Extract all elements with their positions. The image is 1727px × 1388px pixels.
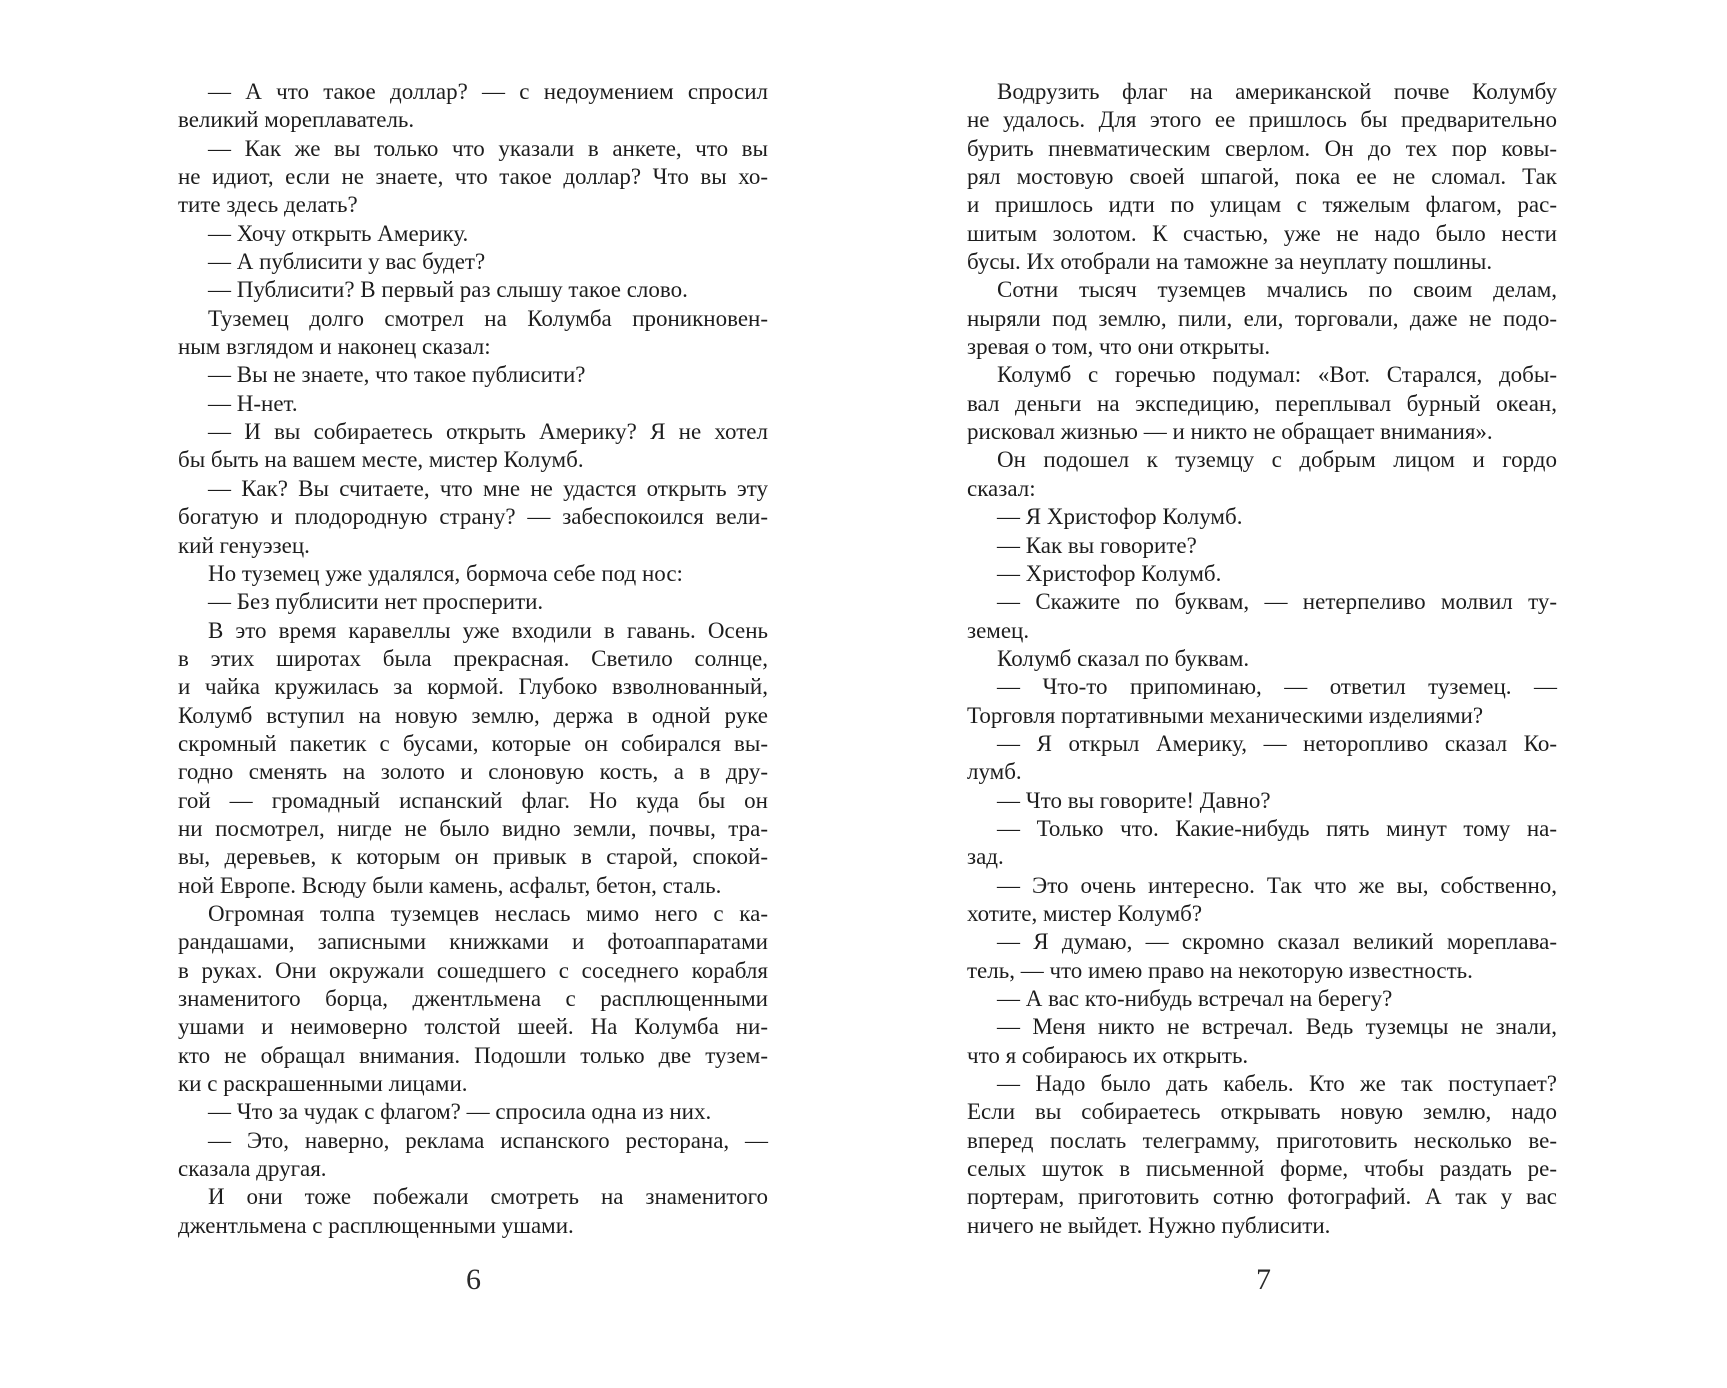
text-line: ушами и неимоверно толстой шеей. На Колумба ни-: [178, 1014, 768, 1040]
text-line: бусы. Их отобрали на таможне за неуплату пошлины.: [967, 249, 1493, 275]
text-line: Он подошел к туземцу с добрым лицом и гордо: [997, 447, 1557, 473]
text-line: — Я думаю, — скромно сказал великий мореплава-: [997, 929, 1557, 955]
text-line: сказала другая.: [178, 1156, 327, 1182]
text-line: зад.: [967, 844, 1004, 870]
text-line: тель, — что имею право на некоторую известность.: [967, 957, 1473, 983]
text-line: не идиот, если не знаете, что такое доллар? Что вы хо-: [178, 164, 768, 190]
text-line: И они тоже побежали смотреть на знаменитого: [208, 1184, 768, 1210]
text-line: ным взглядом и наконец сказал:: [178, 334, 491, 360]
text-line: ной Европе. Всюду были камень, асфальт, бетон, сталь.: [178, 872, 722, 898]
text-line: портерам, приготовить сотню фотографий. А так у вас: [967, 1184, 1557, 1210]
text-line: — Я Христофор Колумб.: [997, 504, 1243, 530]
text-line: — Вы не знаете, что такое публисити?: [208, 362, 586, 388]
text-line: — Публисити? В первый раз слышу такое слово.: [208, 277, 688, 303]
text-line: бы быть на вашем месте, мистер Колумб.: [178, 447, 584, 473]
text-line: — Меня никто не встречал. Ведь туземцы не знали,: [997, 1014, 1557, 1040]
text-line: ки с раскрашенными лицами.: [178, 1071, 468, 1097]
text-line: гой — громадный испанский флаг. Но куда бы он: [178, 787, 768, 813]
text-line: шитым золотом. К счастью, уже не надо было нести: [967, 220, 1557, 246]
text-line: ни посмотрел, нигде не было видно земли, почвы, тра-: [178, 815, 768, 841]
text-line: — А что такое доллар? — с недоумением спросил: [208, 79, 768, 104]
text-line: — Н-нет.: [208, 390, 298, 416]
text-line: — Как? Вы считаете, что мне не удастся открыть эту: [208, 475, 768, 501]
text-line: в руках. Они окружали сошедшего с соседнего корабля: [178, 957, 768, 983]
text-line: годно сменять на золото и слоновую кость, а в дру-: [178, 759, 768, 785]
text-line: скромный пакетик с бусами, которые он собирался вы-: [178, 730, 768, 756]
text-line: Торговля портативными механическими изделиями?: [967, 702, 1484, 728]
text-line: Колумб вступил на новую землю, держа в одной руке: [178, 702, 768, 728]
text-line: ныряли под землю, пили, ели, торговали, даже не подо-: [967, 305, 1557, 331]
text-line: В это время каравеллы уже входили в гавань. Осень: [208, 617, 768, 643]
text-line: зревая о том, что они открыты.: [967, 334, 1271, 360]
text-line: Туземец долго смотрел на Колумба проникновен-: [208, 305, 768, 331]
text-line: — Что вы говорите! Давно?: [997, 787, 1271, 813]
text-line: — Это, наверно, реклама испанского ресторана, —: [208, 1127, 768, 1153]
text-line: и чайка кружилась за кормой. Глубоко взволнованный,: [178, 674, 768, 700]
text-line: селых шуток в письменной форме, чтобы раздать ре-: [967, 1156, 1557, 1182]
text-line: Но туземец уже удалялся, бормоча себе под нос:: [208, 560, 683, 586]
text-line: — Что-то припоминаю, — ответил туземец. —: [997, 674, 1557, 700]
text-line: джентльмена с расплющенными ушами.: [178, 1212, 574, 1238]
text-line: — А публисити у вас будет?: [208, 249, 486, 275]
text-line: — Как же вы только что указали в анкете, что вы: [208, 135, 768, 161]
text-line: земец.: [967, 617, 1030, 643]
text-line: — Что за чудак с флагом? — спросила одна из них.: [208, 1099, 712, 1125]
text-line: Сотни тысяч туземцев мчались по своим делам,: [997, 277, 1557, 303]
text-line: — Как вы говорите?: [997, 532, 1197, 558]
left-page-text: [178, 78, 768, 1240]
text-line: — И вы собираетесь открыть Америку? Я не хотел: [208, 419, 768, 445]
text-line: Огромная толпа туземцев неслась мимо него с ка-: [208, 900, 768, 926]
text-line: Если вы собираетесь открывать новую землю, надо: [967, 1099, 1557, 1125]
text-line: кто не обращал внимания. Подошли только две тузем-: [178, 1042, 768, 1068]
text-line: вы, деревьев, к которым он привык в старой, спокой-: [178, 844, 768, 870]
text-line: вперед послать телеграмму, приготовить несколько ве-: [967, 1127, 1557, 1153]
text-line: вал деньги на экспедицию, переплывал бурный океан,: [967, 390, 1557, 416]
text-line: рял мостовую своей шпагой, пока ее не сломал. Так: [967, 164, 1557, 190]
text-line: — Скажите по буквам, — нетерпеливо молвил ту-: [997, 589, 1557, 615]
text-line: лумб.: [967, 759, 1022, 785]
text-line: в этих широтах была прекрасная. Светило солнце,: [178, 645, 768, 671]
text-line: рисковал жизнью — и никто не обращает внимания».: [967, 419, 1493, 445]
text-line: хотите, мистер Колумб?: [967, 900, 1203, 926]
right-page-number: 7: [1256, 1263, 1271, 1296]
text-line: великий мореплаватель.: [178, 107, 415, 133]
text-line: — Без публисити нет просперити.: [208, 589, 544, 615]
text-line: Колумб с горечью подумал: «Вот. Старался, добы-: [997, 362, 1557, 388]
text-line: сказал:: [967, 475, 1036, 501]
text-line: — А вас кто-нибудь встречал на берегу?: [997, 986, 1393, 1011]
left-page-number: 6: [466, 1263, 481, 1296]
text-line: — Я открыл Америку, — неторопливо сказал Ко-: [997, 730, 1557, 756]
text-line: рандашами, записными книжками и фотоаппаратами: [178, 929, 768, 955]
text-line: кий генуэзец.: [178, 532, 310, 558]
text-line: богатую и плодородную страну? — забеспокоился вели-: [178, 504, 768, 530]
text-line: Водрузить флаг на американской почве Колумбу: [997, 79, 1557, 104]
text-line: — Хочу открыть Америку.: [208, 220, 469, 246]
text-line: Колумб сказал по буквам.: [997, 645, 1250, 671]
text-line: — Только что. Какие-нибудь пять минут тому на-: [997, 815, 1557, 841]
text-line: и пришлось идти по улицам с тяжелым флагом, рас-: [967, 192, 1557, 218]
text-line: не удалось. Для этого ее пришлось бы предварительно: [967, 107, 1557, 133]
text-line: бурить пневматическим сверлом. Он до тех пор ковы-: [967, 135, 1557, 161]
text-line: — Христофор Колумб.: [997, 560, 1222, 586]
text-line: — Это очень интересно. Так что же вы, собственно,: [997, 872, 1557, 898]
text-line: ничего не выйдет. Нужно публисити.: [967, 1212, 1331, 1238]
text-line: — Надо было дать кабель. Кто же так поступает?: [997, 1071, 1557, 1097]
text-line: знаменитого борца, джентльмена с расплющенными: [178, 986, 768, 1011]
text-line: что я собираюсь их открыть.: [967, 1042, 1249, 1068]
right-page-text: [967, 78, 1557, 1240]
text-line: тите здесь делать?: [178, 192, 358, 218]
